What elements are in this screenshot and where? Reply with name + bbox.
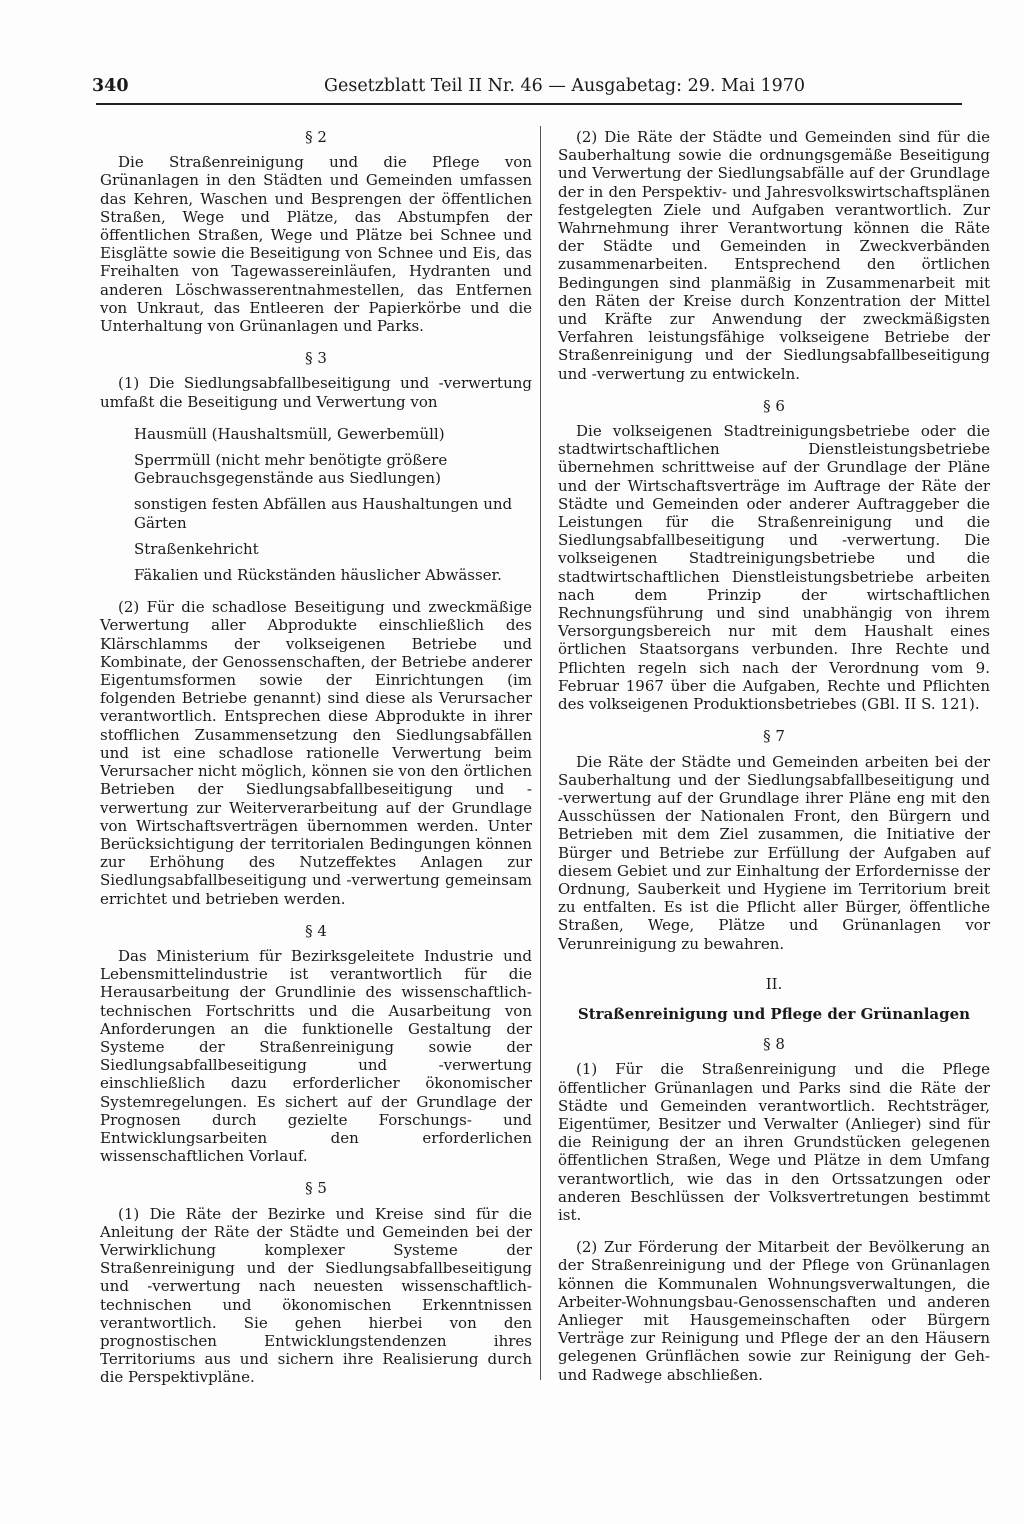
list-item: Straßenkehricht	[134, 539, 259, 558]
section-5-title: § 5	[305, 1179, 327, 1198]
section-7-title: § 7	[763, 727, 785, 746]
section-3-paragraph-1: (1) Die Siedlungsabfallbeseitigung und -verwertung umfaßt die Beseitigung und Verwertung von	[100, 374, 532, 411]
section-3-paragraph-2: (2) Für die schadlose Beseitigung und zweckmäßige Verwertung aller Abprodukte einschließlich des Klärschlamms der volkseigenen Betriebe und Kombinate, der Genossenschaften, der Betriebe anderer Eigentumsformen sowie der Einrichtungen (im folgenden Betriebe genannt) sind diese als Verursacher verantwortlich. Entsprechen diese Abprodukte in ihrer stofflichen Zusammensetzung den Siedlungsabfällen und ist eine schadlose rationelle Verwertung beim Verursacher nicht möglich, können sie von den örtlichen Betrieben der Siedlungsabfallbeseitigung und -verwertung zur Weiterverarbeitung auf der Grundlage von Wirtschaftsverträgen übernommen werden. Unter Berücksichtigung der territorialen Bedingungen können zur Erhöhung des Nutzeffektes Anlagen zur Siedlungsabfallbeseitigung und -verwertung gemeinsam errichtet und betrieben werden.	[100, 598, 532, 908]
section-8-title: § 8	[763, 1035, 785, 1054]
page-header	[92, 76, 952, 100]
list-item: Fäkalien und Rückständen häuslicher Abwässer.	[134, 566, 502, 585]
list-item: sonstigen festen Abfällen aus Haushaltungen und Gärten	[134, 495, 513, 532]
left-column	[100, 128, 532, 1401]
header-title: Gesetzblatt Teil II Nr. 46 — Ausgabetag: 29. Mai 1970	[324, 76, 806, 96]
part-number: II.	[765, 974, 783, 993]
section-4-paragraph: Das Ministerium für Bezirksgeleitete Industrie und Lebensmittelindustrie ist verantwortlich für die Herausarbeitung der Grundlinie des wissenschaftlich-technischen Fortschritts und die Ausarbeitung von Anforderungen an die funktionelle Gestaltung der Systeme der Straßenreinigung sowie der Siedlungsabfallbeseitigung und -verwertung einschließlich dazu erforderlicher ökonomischer Systemregelungen. Es sichert auf der Grundlage der Prognosen durch gezielte Forschungs- und Entwicklungsarbeiten den erforderlichen wissenschaftlichen Vorlauf.	[100, 946, 532, 1166]
section-4-title: § 4	[305, 921, 327, 940]
part-heading: Straßenreinigung und Pflege der Grünanlagen	[577, 1004, 971, 1023]
section-2-paragraph: Die Straßenreinigung und die Pflege von Grünanlagen in den Städten und Gemeinden umfassen das Kehren, Waschen und Besprengen der öffentlichen Straßen, Wege und Plätze, das Abstumpfen der öffentlichen Straßen, Wege und Plätze bei Schnee und Eisglätte sowie die Beseitigung von Schnee und Eis, das Freihalten von Tagewassereinläufen, Hydranten und anderen Löschwasserentnahmestellen, das Entfernen von Unkraut, das Entleeren der Papierkörbe und die Unterhaltung von Grünanlagen und Parks.	[100, 153, 532, 336]
section-3-title: § 3	[305, 349, 327, 368]
right-column	[558, 128, 990, 1398]
section-6-paragraph: Die volkseigenen Stadtreinigungsbetriebe oder die stadtwirtschaftlichen Dienstleistungsbetriebe übernehmen schrittweise auf der Grundlage der Pläne und der Wirtschaftsverträge im Auftrage der Räte der Städte und Gemeinden oder anderer Auftraggeber die Leistungen für die Straßenreinigung und die Siedlungsabfallbeseitigung und -verwertung. Die volkseigenen Stadtreinigungsbetriebe und die stadtwirtschaftlichen Dienstleistungsbetriebe arbeiten nach dem Prinzip der wirtschaftlichen Rechnungsführung und sind unabhängig von ihrem Versorgungsbereich nur mit dem Haushalt eines örtlichen Staatsorgans verbunden. Ihre Rechte und Pflichten regeln sich nach der Verordnung vom 9. Februar 1967 über die Aufgaben, Rechte und Pflichten des volkseigenen Produktionsbetriebes (GBl. II S. 121).	[558, 422, 990, 714]
list-item: Sperrmüll (nicht mehr benötigte größere Gebrauchsgegenstände aus Siedlungen)	[134, 451, 448, 488]
section-6-title: § 6	[763, 396, 785, 415]
section-8-paragraph-2: (2) Zur Förderung der Mitarbeit der Bevölkerung an der Straßenreinigung und der Pflege von Grünanlagen können die Kommunalen Wohnungsverwaltungen, die Arbeiter-Wohnungsbau-Genossenschaften und anderen Anlieger mit Hausgemeinschaften oder Bürgern Verträge zur Reinigung und Pflege der an den Häusern gelegenen Grünflächen sowie zur Reinigung der Geh- und Radwege abschließen.	[558, 1238, 990, 1384]
page-number: 340	[92, 76, 129, 96]
section-7-paragraph: Die Räte der Städte und Gemeinden arbeiten bei der Sauberhaltung und der Siedlungsabfallbeseitigung und -verwertung auf der Grundlage ihrer Pläne eng mit den Ausschüssen der Nationalen Front, den Bürgern und Betrieben mit dem Ziel zusammen, die Initiative der Bürger und Betriebe zur Erfüllung der Aufgaben auf diesem Gebiet und zur Einhaltung der Erfordernisse der Ordnung, Sauberkeit und Hygiene im Territorium breit zu entfalten. Es ist die Pflicht aller Bürger, öffentliche Straßen, Wege, Plätze und Grünanlagen vor Verunreinigung zu bewahren.	[558, 752, 990, 953]
header-rule	[96, 103, 962, 105]
section-5-paragraph-1: (1) Die Räte der Bezirke und Kreise sind für die Anleitung der Räte der Städte und Gemeinden bei der Verwirklichung komplexer Systeme der Straßenreinigung und der Siedlungsabfallbeseitigung und -verwertung nach neuesten wissenschaftlich-technischen und ökonomischen Erkenntnissen verantwortlich. Sie gehen hierbei von den prognostischen Entwicklungstendenzen ihres Territoriums aus und sichern ihre Realisierung durch die Perspektivpläne.	[100, 1204, 532, 1387]
section-5-paragraph-2: (2) Die Räte der Städte und Gemeinden sind für die Sauberhaltung sowie die ordnungsgemäße Beseitigung und Verwertung der Siedlungsabfälle auf der Grundlage der in den Perspektiv- und Jahresvolkswirtschaftsplänen festgelegten Ziele und Aufgaben verantwortlich. Zur Wahrnehmung ihrer Verantwortung können die Räte der Städte und Gemeinden in Zweckverbänden zusammenarbeiten. Entsprechend den örtlichen Bedingungen sind planmäßig in Zusammenarbeit mit den Räten der Kreise durch Konzentration der Mittel und Kräfte zur Anwendung der zweckmäßigsten Verfahren leistungsfähige volkseigene Betriebe der Straßenreinigung und der Siedlungsabfallbeseitigung und -verwertung zu entwickeln.	[558, 128, 990, 383]
list-item: Hausmüll (Haushaltsmüll, Gewerbemüll)	[134, 424, 445, 443]
section-8-paragraph-1: (1) Für die Straßenreinigung und die Pflege öffentlicher Grünanlagen und Parks sind die Räte der Städte und Gemeinden verantwortlich. Rechtsträger, Eigentümer, Besitzer und Verwalter (Anlieger) sind für die Reinigung der an ihren Grundstücken gelegenen öffentlichen Straßen, Wege und Plätze in dem Umfang verantwortlich, wie das in den Ortssatzungen oder anderen Beschlüssen der Volksvertretungen bestimmt ist.	[558, 1060, 990, 1224]
section-2-title: § 2	[305, 128, 327, 146]
column-divider	[540, 126, 541, 1380]
